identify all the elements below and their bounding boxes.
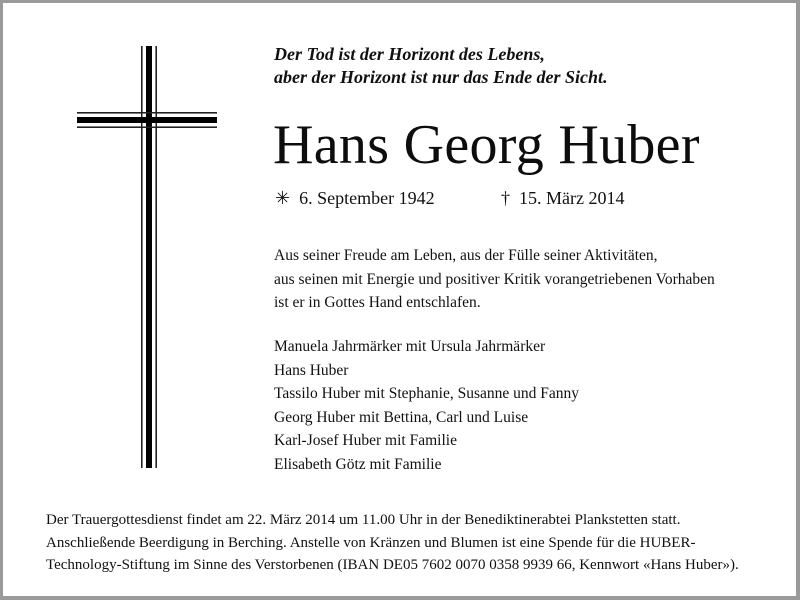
motto-line: aber der Horizont ist nur das Ende der Sicht. (274, 67, 608, 87)
death-date (501, 187, 624, 209)
mourner-entry: Hans Huber (274, 361, 349, 379)
mourner-entry: Georg Huber mit Bettina, Carl und Luise (274, 408, 529, 426)
mourner-entry: Tassilo Huber mit Stephanie, Susanne und Fanny (274, 385, 580, 402)
tribute-line: Aus seiner Freude am Leben, aus der Fülle seiner Aktivitäten, (274, 247, 658, 264)
mourner-entry: Elisabeth Götz mit Familie (274, 455, 442, 473)
tribute-line: ist er in Gottes Hand entschlafen. (274, 294, 481, 311)
dagger-death-icon: † (501, 188, 510, 208)
deceased-name: Hans Georg Huber (273, 114, 700, 176)
death-date-text: 15. März 2014 (519, 188, 625, 208)
tribute-text (274, 244, 715, 315)
tribute-line: aus seinen mit Energie und positiver Kritik vorangetriebenen Vorhaben (274, 270, 715, 288)
mourner-entry: Manuela Jahrmärker mit Ursula Jahrmärker (274, 338, 546, 355)
birth-date (275, 187, 435, 209)
motto-line: Der Tod ist der Horizont des Lebens, (274, 44, 545, 64)
mourners-list (274, 335, 579, 476)
star-birth-icon: ✳ (275, 188, 291, 208)
birth-date-text: 6. September 1942 (299, 188, 435, 208)
funeral-info-line: Anschließende Beerdigung in Berching. Anstelle von Kränzen und Blumen ist eine Spende für die HUBER- (46, 534, 696, 551)
funeral-info-line: Der Trauergottesdienst findet am 22. März 2014 um 11.00 Uhr in der Benediktinerabtei Plankstetten statt. (46, 512, 681, 528)
funeral-info (46, 509, 739, 577)
mourner-entry: Karl-Josef Huber mit Familie (274, 432, 457, 449)
motto-quote (274, 43, 608, 89)
funeral-info-line: Technology-Stiftung im Sinne des Verstorbenen (IBAN DE05 7602 0070 0358 9939 66, Kennwort «Hans Huber»). (46, 557, 739, 573)
